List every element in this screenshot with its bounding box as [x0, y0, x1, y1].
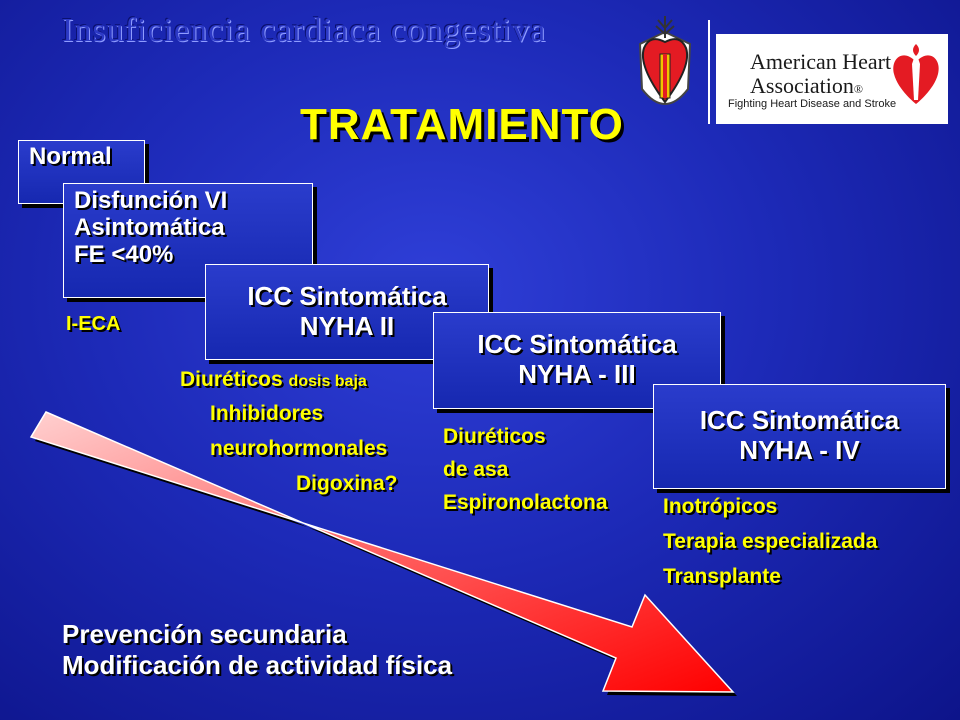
aha-line1: American Heart	[750, 49, 892, 74]
digoxina-label: Digoxina?	[296, 472, 398, 495]
nyha4-tx-line1: Inotrópicos	[663, 495, 778, 518]
normal-label: Normal	[29, 143, 112, 170]
aha-tagline: Fighting Heart Disease and Stroke	[728, 98, 897, 110]
disfuncion-line3: FE <40%	[74, 241, 174, 268]
disfuncion-line2: Asintomática	[74, 214, 225, 241]
diureticos-text: Diuréticos	[180, 368, 283, 391]
nyha4-tx-line2: Terapia especializada	[663, 530, 878, 553]
slide-title: Insuficiencia cardiaca congestiva	[62, 12, 547, 49]
diureticos-asa-line2: de asa	[443, 458, 509, 481]
nyha3-line2: NYHA - III	[518, 359, 636, 389]
main-title: TRATAMIENTO	[300, 100, 624, 149]
aha-line2: Association	[750, 73, 854, 98]
footer-line1: Prevención secundaria	[62, 619, 347, 649]
nyha3-line1: ICC Sintomática	[477, 329, 677, 359]
neurohormonales-label: neurohormonales	[210, 437, 388, 460]
diureticos-asa-line3: Espironolactona	[443, 491, 608, 514]
dosis-baja-text: dosis baja	[288, 373, 367, 390]
aha-registered-mark: ®	[853, 82, 864, 96]
nyha2-line1: ICC Sintomática	[247, 281, 447, 311]
diureticos-asa-line1: Diuréticos	[443, 425, 546, 448]
nyha4-line2: NYHA - IV	[739, 435, 860, 465]
nyha4-box	[653, 384, 946, 489]
nyha2-line2: NYHA II	[299, 311, 395, 341]
footer-line2: Modificación de actividad física	[62, 650, 453, 680]
ieca-label: I-ECA	[66, 313, 121, 335]
disfuncion-line1: Disfunción VI	[74, 187, 228, 214]
diureticos-label	[180, 368, 367, 392]
nyha4-tx-line3: Transplante	[663, 565, 781, 588]
nyha4-line1: ICC Sintomática	[699, 405, 900, 435]
inhibidores-label: Inhibidores	[210, 402, 324, 425]
